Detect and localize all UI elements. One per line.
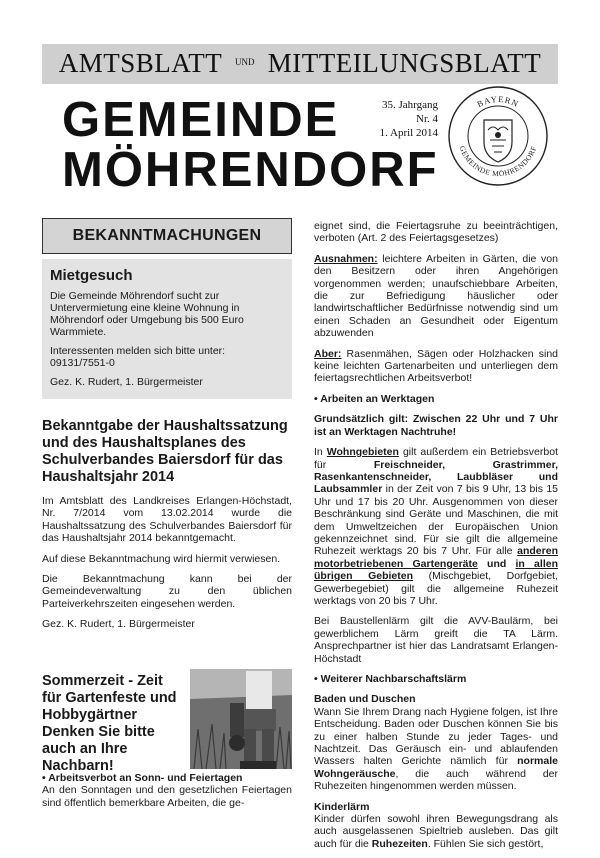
issue-number: Nr. 4 <box>416 113 438 125</box>
haushalt-paragraph-1: Im Amtsblatt des Landkreises Erlangen-Höchstadt, Nr. 7/2014 vom 13.02.2014 wurde die Haushaltssatzung des Schulverbandes Baiersdorf für das Haushaltsjahr 2014 bekanntgemacht. <box>42 495 292 545</box>
masthead-left-word: AMTSBLATT <box>58 48 222 78</box>
kinder-text-2: . Fühlen Sie sich gestört, <box>427 837 544 850</box>
ruhezeiten-term: Ruhezeiten <box>371 837 428 850</box>
geraete-list: Freischneider, Grastrimmer, Rasenkantenschneider, Laubbläser und Laubsammler <box>314 458 558 496</box>
nachtruhe-text: Grundsätzlich gilt: Zwischen 22 Uhr und 7 Uhr ist an Werktagen Nachtruhe! <box>314 413 558 438</box>
mietgesuch-contact: Interessenten melden sich bitte unter: 09131/7551-0 <box>50 345 226 369</box>
haushalt-title: Bekanntgabe der Haushaltssatzung und des Haushaltsplanes des Schulverbandes Baiersdorf für das Haushaltsjahr 2014 <box>42 418 288 485</box>
masthead-right-word: MITTEILUNGSBLATT <box>267 48 542 78</box>
section-header-bekanntmachungen: BEKANNTMACHUNGEN <box>42 218 292 254</box>
continued-text: eignet sind, die Feiertagsruhe zu beeinträchtigen, verboten (Art. 2 des Feiertagsgesetzes) <box>314 220 558 245</box>
sonntag-heading: • Arbeitsverbot an Sonn- und Feiertagen <box>42 772 243 784</box>
kinder-text-1: Kinder dürfen sowohl ihren Bewegungsdrang als auch ausgelassenen Spieltrieb ausleben. Das gilt auch für die <box>314 813 558 850</box>
svg-text:BAYERN <box>475 94 520 109</box>
baden-paragraph <box>314 706 558 793</box>
baden-text-1: Wann Sie Ihrem Drang nach Hygiene folgen, ist Ihre Entscheidung. Baden oder Duschen können Sie bis zu einer halben Stunde zu jeder Tages- und Nachtzeit. Das Geräusch ein- und ablaufenden Wassers halten Gerichte nämlich für <box>314 705 558 768</box>
wohngebiete-text-3: (Mischgebiet, Dorfgebiet, Gewerbegebiet) gilt die allgemeine Ruhezeit werktags von 20 bis 7 Uhr. <box>314 570 558 607</box>
aber-label: Aber: <box>314 347 342 360</box>
mietgesuch-title: Mietgesuch <box>50 267 133 284</box>
haushalt-article <box>42 418 292 639</box>
issue-info <box>368 98 438 140</box>
masthead-und: UND <box>235 57 255 68</box>
andere-geraete-term: anderen motorbetriebenen Gartengeräte <box>314 545 558 570</box>
aber-paragraph <box>314 348 558 385</box>
municipal-seal-icon <box>446 84 550 188</box>
wohngeraeusche-term: normale Wohngeräusche <box>314 755 558 780</box>
und-text: und <box>477 557 516 570</box>
nachbarschaft-heading: • Weiterer Nachbarschaftslärm <box>314 673 467 685</box>
wohngebiete-text-in: In <box>314 446 327 459</box>
wohngebiete-text-1: gilt außerdem ein Betriebsverbot für <box>314 446 558 471</box>
wohngebiete-paragraph <box>314 446 558 607</box>
kinder-paragraph <box>314 813 558 850</box>
issue-jahrgang: 35. Jahrgang <box>381 99 438 111</box>
kinder-heading: Kinderlärm <box>314 800 370 813</box>
right-column <box>314 220 558 858</box>
mietgesuch-text: Die Gemeinde Möhrendorf sucht zur Untervermietung eine kleine Wohnung in Möhrendorf oder Umgebung bis 500 Euro Warmmiete. <box>50 290 244 338</box>
haushalt-paragraph-2: Auf diese Bekanntmachung wird hiermit verwiesen. <box>42 552 281 565</box>
haushalt-signature: Gez. K. Rudert, 1. Bürgermeister <box>42 618 195 631</box>
mietgesuch-signature: Gez. K. Rudert, 1. Bürgermeister <box>50 376 203 388</box>
issue-date: 1. April 2014 <box>379 127 438 139</box>
baden-heading: Baden und Duschen <box>314 693 416 706</box>
ausnahmen-paragraph <box>314 253 558 340</box>
sonntag-text: An den Sonntagen und den gesetzlichen Feiertagen sind öffentlich bemerkbare Arbeiten, die ge- <box>42 784 292 809</box>
masthead-name-line1: GEMEINDE <box>62 93 340 147</box>
baden-text-2: , die auch während der Ruhezeiten hingenommen werden müssen. <box>314 767 558 793</box>
sommer-article <box>42 772 292 809</box>
masthead-title <box>42 48 558 79</box>
wohngebiete-text-2: in der Zeit von 7 bis 9 Uhr, 13 bis 15 Uhr und 17 bis 20 Uhr. Ausgenommen von dieser Beschränkung sind Geräte und Maschinen, die mit dem Umweltzeichen der Europäischen Union gekennzeichnet sind. Für sie gilt die allgemeine Ruhezeit werktags 20 bis 7 Uhr. Für alle <box>314 483 558 558</box>
seal-bottom-text: GEMEINDE MÖHRENDORF <box>457 144 539 179</box>
uebrige-gebiete-term: in allen übrigen Gebieten <box>314 557 558 583</box>
seal-top-text: BAYERN <box>475 93 521 110</box>
werktage-heading: • Arbeiten an Werktagen <box>314 392 435 405</box>
baustellen-paragraph: Bei Baustellenlärm gilt die AVV-Baulärm, bei gewerblichem Lärm greift die TA Lärm. Ansprechpartner ist hier das Landratsamt Erlangen-Höchstadt <box>314 615 558 665</box>
aber-text: Rasenmähen, Sägen oder Holzhacken sind keine leichten Gartenarbeiten und unterliegen dem feiertagsrechtlichen Arbeitsverbot! <box>314 347 558 385</box>
gardener-photo <box>190 669 292 769</box>
mietgesuch-box <box>42 259 292 399</box>
ausnahmen-text: leichtere Arbeiten in Gärten, die von den Besitzern oder ihren Angehörigen vorgenommen werden; unaufschiebbare Arbeiten, die zur Befriedigung häuslicher oder landwirtschaftlicher Bedürfnisse notwendig sind um einen Schaden an Gesundheit oder Eigentum abzuwenden <box>314 252 558 340</box>
wohngebiete-term: Wohngebieten <box>326 446 399 459</box>
masthead-name-line2: MÖHRENDORF <box>62 143 439 197</box>
haushalt-paragraph-3: Die Bekanntmachung kann bei der Gemeindeverwaltung zu den üblichen Parteiverkehrszeiten eingesehen werden. <box>42 573 292 610</box>
ausnahmen-label: Ausnahmen: <box>314 252 378 265</box>
sommer-title: Sommerzeit - Zeit für Gartenfeste und Hobbygärtner Denken Sie bitte auch an Ihre Nachbarn! <box>42 673 177 774</box>
